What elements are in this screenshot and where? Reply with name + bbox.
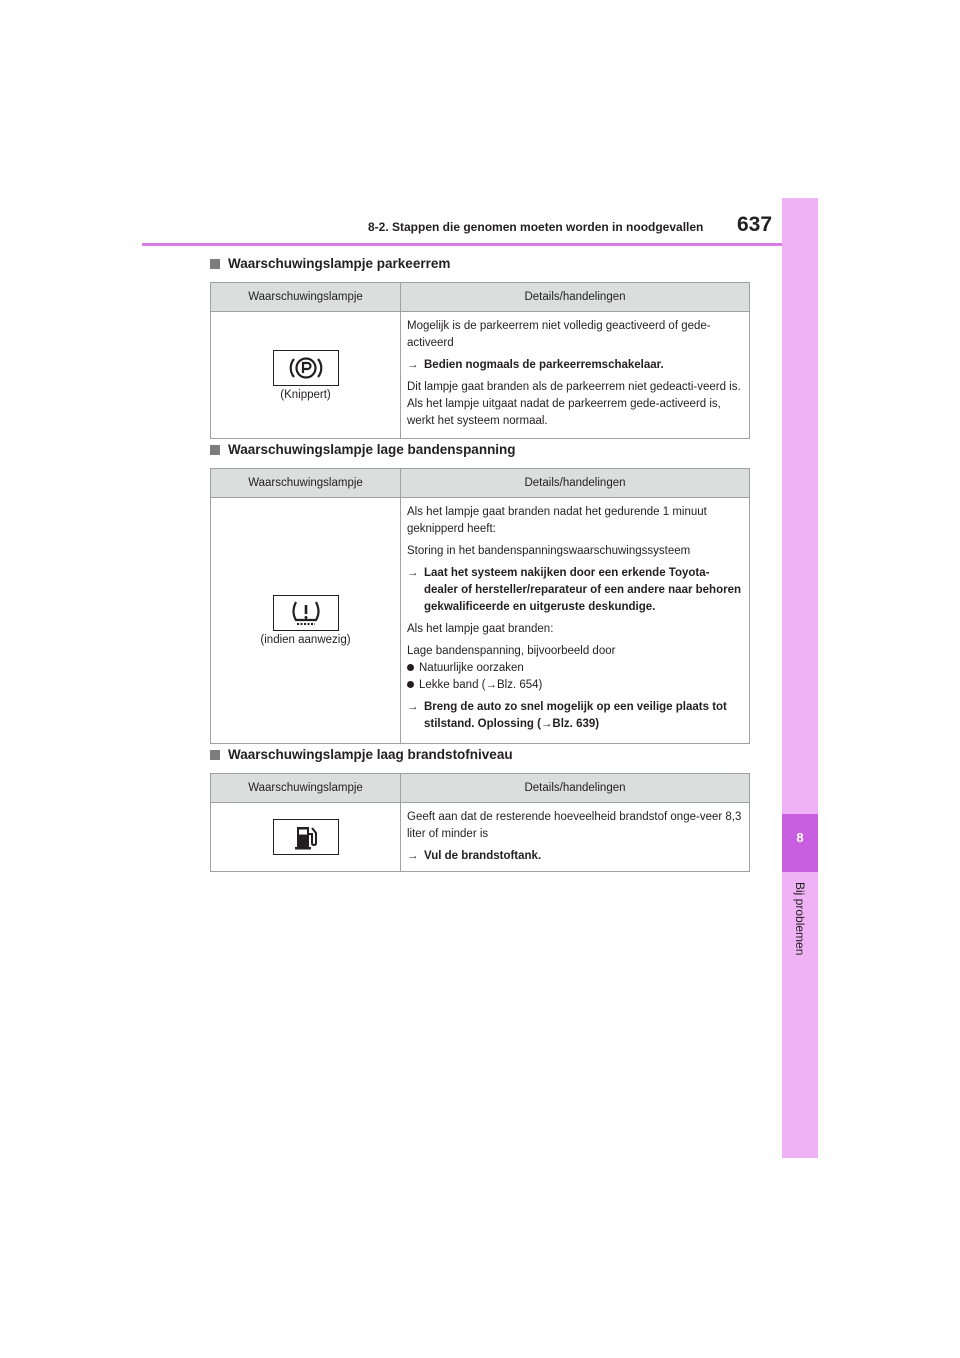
arrow-icon: → [407, 701, 419, 713]
detail-text: Storing in het bandenspanningswaarschuwingssysteem [407, 545, 691, 557]
subheading-fuel-text: Waarschuwingslampje laag brandstofniveau [228, 747, 513, 762]
bullet-item: Natuurlijke oorzaken [407, 660, 743, 677]
section-heading: 8-2. Stappen die genomen moeten worden in noodgevallen [368, 220, 704, 234]
bullet-item: Lekke band (→Blz. 654) [407, 677, 743, 694]
chapter-sidebar [782, 198, 818, 1158]
header-details: Details/handelingen [401, 774, 750, 803]
details-cell [401, 498, 750, 744]
detail-text: Lage bandenspanning, bijvoorbeeld door [407, 645, 616, 657]
table-header-row [211, 774, 750, 803]
detail-text: Mogelijk is de parkeerrem niet volledig geactiveerd of gede-activeerd [407, 320, 711, 349]
icon-cell [211, 803, 401, 872]
detail-text: Geeft aan dat de resterende hoeveelheid brandstof onge-veer 8,3 liter of minder is [407, 811, 742, 840]
tire-pressure-icon [273, 595, 339, 631]
table-row [211, 498, 750, 744]
table-header-row [211, 469, 750, 498]
subheading-parking-text: Waarschuwingslampje parkeerrem [228, 256, 451, 271]
square-bullet-icon [210, 750, 220, 760]
header-warning-light: Waarschuwingslampje [211, 469, 401, 498]
details-cell [401, 312, 750, 439]
action-item: → Laat het systeem nakijken door een erkende Toyota-dealer of hersteller/reparateur of een andere naar behoren gekwalificeerde en uitgeruste deskundige. [407, 567, 742, 613]
chapter-label: Bij problemen [793, 882, 807, 956]
table-row [211, 803, 750, 872]
action-item: → Breng de auto zo snel mogelijk op een veilige plaats tot stilstand. Oplossing (→Blz. 639) [407, 701, 727, 730]
table-tire [210, 468, 750, 744]
detail-text: Als het lampje gaat branden nadat het gedurende 1 minuut geknipperd heeft: [407, 506, 707, 535]
icon-caption: (Knippert) [280, 388, 331, 401]
icon-cell [211, 312, 401, 439]
header-warning-light: Waarschuwingslampje [211, 283, 401, 312]
table-row [211, 312, 750, 439]
chapter-number: 8 [796, 830, 804, 845]
table-fuel [210, 773, 750, 872]
arrow-icon: → [407, 850, 419, 862]
parking-brake-icon [273, 350, 339, 386]
header-details: Details/handelingen [401, 469, 750, 498]
table-header-row [211, 283, 750, 312]
detail-text: Dit lampje gaat branden als de parkeerrem niet gedeacti-veerd is. Als het lampje uitgaat nadat de parkeerrem gede-activeerd is, werkt het systeem normaal. [407, 381, 741, 427]
bullet-icon [407, 681, 414, 688]
square-bullet-icon [210, 259, 220, 269]
detail-text: Als het lampje gaat branden: [407, 623, 554, 635]
icon-cell [211, 498, 401, 744]
header-warning-light: Waarschuwingslampje [211, 774, 401, 803]
arrow-icon: → [407, 359, 419, 371]
table-parking [210, 282, 750, 439]
subheading-fuel [210, 747, 513, 762]
action-item: → Bedien nogmaals de parkeerremschakelaar. [407, 357, 743, 374]
arrow-icon: → [407, 567, 419, 579]
square-bullet-icon [210, 445, 220, 455]
page-number: 637 [737, 213, 773, 236]
subheading-parking [210, 256, 450, 271]
subheading-tire-text: Waarschuwingslampje lage bandenspanning [228, 442, 516, 457]
header-rule [142, 243, 782, 246]
subheading-tire [210, 442, 516, 457]
details-cell [401, 803, 750, 872]
fuel-pump-icon [273, 819, 339, 855]
bullet-icon [407, 664, 414, 671]
icon-caption: (indien aanwezig) [260, 634, 351, 646]
header-details: Details/handelingen [401, 283, 750, 312]
action-item: → Vul de brandstoftank. [407, 848, 743, 865]
